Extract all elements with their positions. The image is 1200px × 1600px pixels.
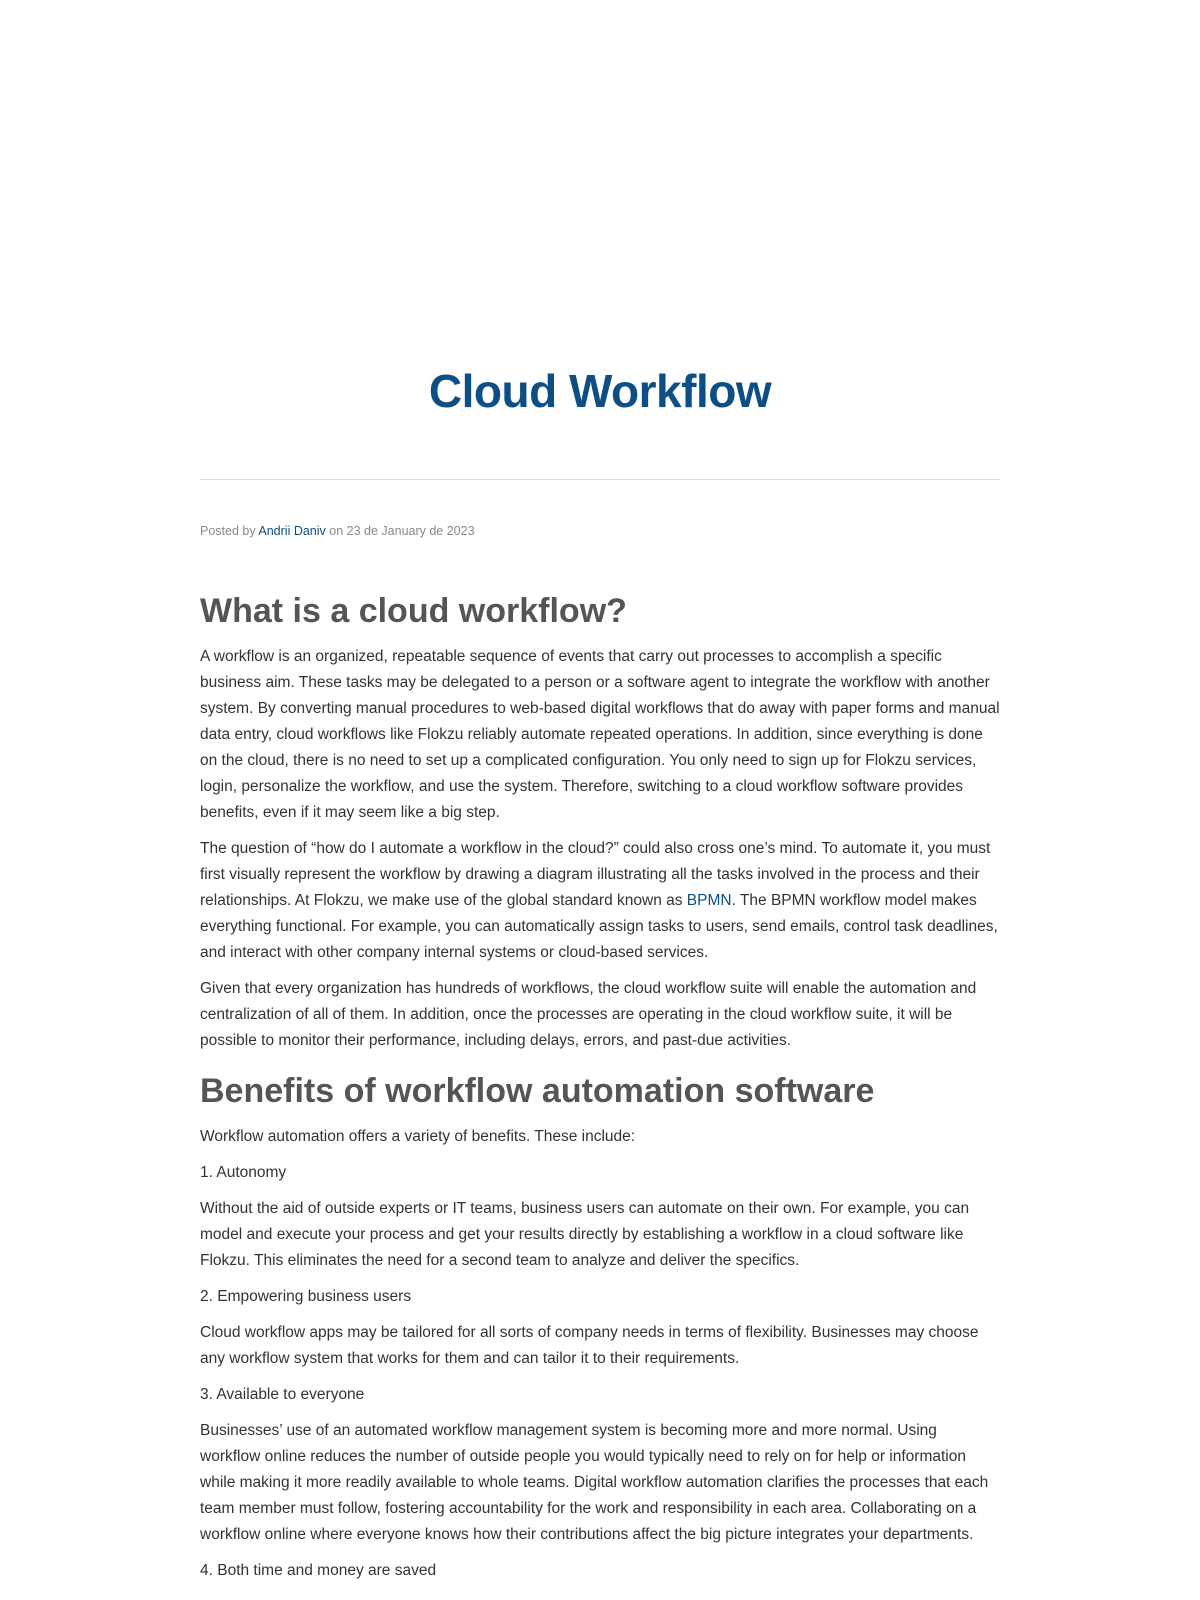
paragraph: Given that every organization has hundreds of workflows, the cloud workflow suite will enable the automation and centralization of all of them. In addition, once the processes are operating in the cloud workflow suite, it will be possible to monitor their performance, including delays, errors, and past-due activities. xyxy=(200,980,977,1049)
paragraph: Without the aid of outside experts or IT teams, business users can automate on their own. For example, you can model and execute your process and get your results directly by establishing a workflow in a cloud software like Flokzu. This eliminates the need for a second team to analyze and deliver the specifics. xyxy=(200,1200,970,1269)
section-heading-what-is: What is a cloud workflow? xyxy=(200,592,627,630)
post-date: 23 de January de 2023 xyxy=(346,524,475,538)
paragraph: Cloud workflow apps may be tailored for all sorts of company needs in terms of flexibility. Businesses may choose any workflow system that works for them and can tailor it to their requirements. xyxy=(200,1324,979,1367)
article-body xyxy=(200,588,1000,1594)
bpmn-link[interactable]: BPMN xyxy=(686,892,732,909)
title-divider xyxy=(200,479,1000,480)
post-title: Cloud Workflow xyxy=(428,365,772,417)
section-heading-benefits: Benefits of workflow automation software xyxy=(200,1072,875,1110)
hero-blank-area xyxy=(0,0,1200,355)
paragraph-text: The question of “how do I automate a workflow in the cloud?” could also cross one’s mind. To automate it, you must first visually represent the workflow by drawing a diagram illustrating all the tasks involved in the process and their relationships. At Flokzu, we make use of the global standard known as xyxy=(200,840,991,909)
list-item-time-money: 4. Both time and money are saved xyxy=(200,1562,437,1579)
meta-on: on xyxy=(329,524,344,538)
post-meta xyxy=(200,523,475,539)
list-item-available: 3. Available to everyone xyxy=(200,1386,365,1403)
list-item-autonomy: 1. Autonomy xyxy=(200,1164,287,1181)
author-link[interactable]: Andrii Daniv xyxy=(258,524,326,538)
title-wrap xyxy=(0,365,1200,418)
meta-prefix: Posted by xyxy=(200,524,256,538)
paragraph: Workflow automation offers a variety of benefits. These include: xyxy=(200,1128,636,1145)
paragraph: A workflow is an organized, repeatable sequence of events that carry out processes to accomplish a specific business aim. These tasks may be delegated to a person or a software agent to integrate the workflow with another system. By converting manual procedures to web-based digital workflows that do away with paper forms and manual data entry, cloud workflows like Flokzu reliably automate repeated operations. In addition, since everything is done on the cloud, there is no need to set up a complicated configuration. You only need to sign up for Flokzu services, login, personalize the workflow, and use the system. Therefore, switching to a cloud workflow software provides benefits, even if it may seem like a big step. xyxy=(200,648,1000,821)
paragraph-text: . The BPMN workflow model makes everything functional. For example, you can automatically assign tasks to users, send emails, control task deadlines, and interact with other company internal systems or cloud-based services. xyxy=(200,892,998,961)
paragraph: Businesses’ use of an automated workflow management system is becoming more and more normal. Using workflow online reduces the number of outside people you would typically need to rely on for help or information while making it more readily available to whole teams. Digital workflow automation clarifies the processes that each team member must follow, fostering accountability for the work and responsibility in each area. Collaborating on a workflow online where everyone knows how their contributions affect the big picture integrates your departments. xyxy=(200,1422,989,1543)
list-item-empowering: 2. Empowering business users xyxy=(200,1288,412,1305)
paragraph-bpmn xyxy=(200,836,1000,966)
